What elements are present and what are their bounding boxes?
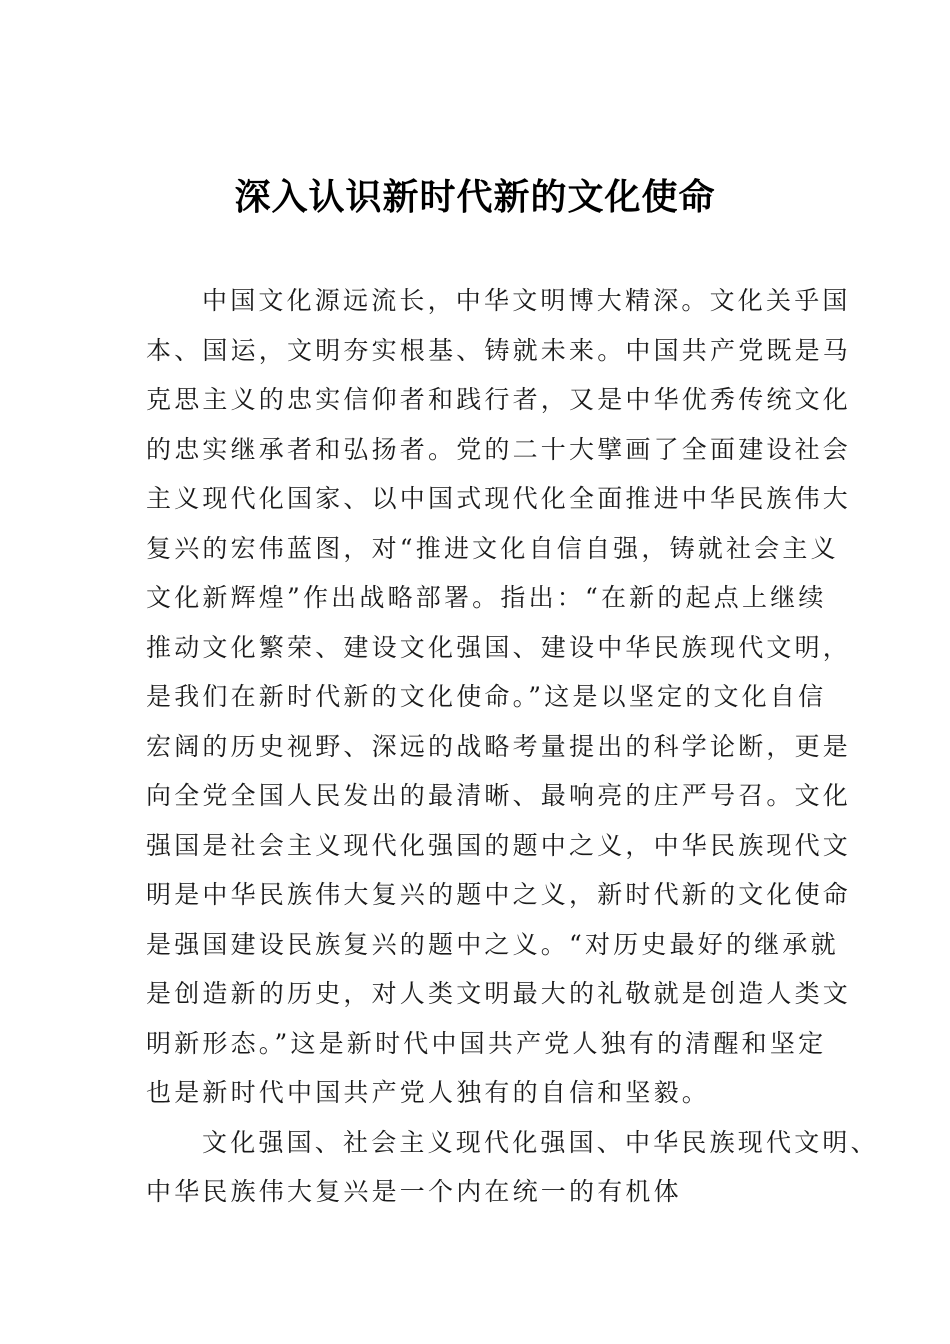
text-line: 本、国运，文明夯实根基、铸就未来。中国共产党既是马 (146, 335, 852, 365)
text-line: 明新形态。”这是新时代中国共产党人独有的清醒和坚定 (146, 1028, 827, 1058)
document-body (146, 281, 879, 1222)
text-line: 明是中华民族伟大复兴的题中之义，新时代新的文化使命 (146, 880, 852, 909)
text-line: 主义现代化国家、以中国式现代化全面推进中华民族伟大 (146, 484, 852, 513)
document-title: 深入认识新时代新的文化使命 (234, 176, 716, 218)
text-line: 的忠实继承者和弘扬者。党的二十大擘画了全面建设社会 (146, 434, 852, 464)
text-line: 强国是社会主义现代化强国的题中之义，中华民族现代文 (146, 830, 852, 860)
text-line: 是强国建设民族复兴的题中之义。“对历史最好的继承就 (146, 929, 839, 959)
text-line: 文化新辉煌”作出战略部署。指出：“在新的起点上继续 (146, 583, 827, 612)
text-line: 是创造新的历史，对人类文明最大的礼敬就是创造人类文 (146, 979, 852, 1008)
text-line: 中国文化源远流长，中华文明博大精深。文化关乎国 (202, 286, 851, 315)
text-line: 推动文化繁荣、建设文化强国、建设中华民族现代文明， (146, 632, 852, 662)
paragraph-2 (146, 1123, 879, 1222)
text-line: 文化强国、社会主义现代化强国、中华民族现代文明、 (202, 1127, 879, 1157)
text-line: 宏阔的历史视野、深远的战略考量提出的科学论断，更是 (146, 731, 852, 761)
text-line: 向全党全国人民发出的最清晰、最响亮的庄严号召。文化 (146, 781, 852, 810)
text-line: 是我们在新时代新的文化使命。”这是以坚定的文化自信 (146, 682, 827, 711)
text-line: 中华民族伟大复兴是一个内在统一的有机体 (146, 1177, 682, 1206)
text-line: 克思主义的忠实信仰者和践行者，又是中华优秀传统文化 (146, 385, 852, 414)
paragraph-1 (146, 281, 852, 1123)
text-line: 复兴的宏伟蓝图，对“推进文化自信自强，铸就社会主义 (146, 533, 839, 563)
text-line: 也是新时代中国共产党人独有的自信和坚毅。 (146, 1078, 711, 1107)
